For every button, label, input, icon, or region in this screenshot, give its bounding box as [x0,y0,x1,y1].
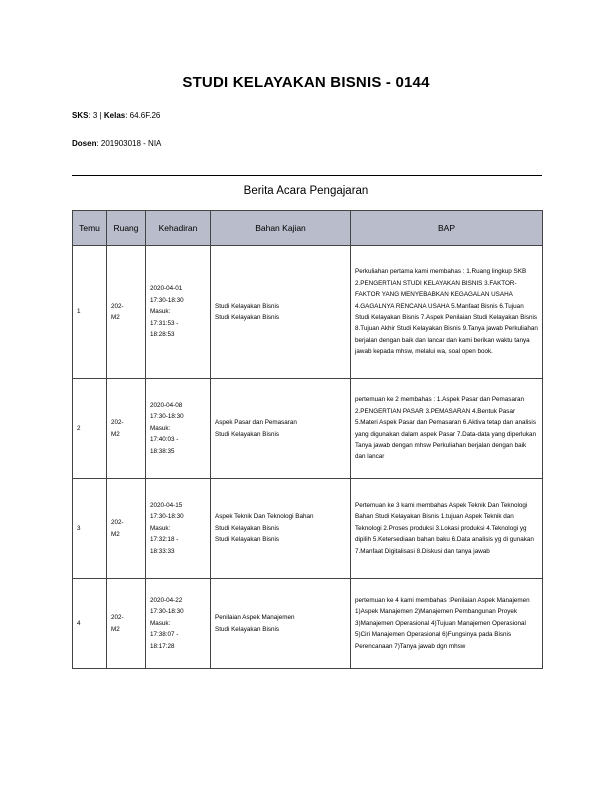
bahan-kajian-cell: Aspek Pasar dan Pemasaran Studi Kelayakan Bisnis [211,379,351,479]
table-title: Berita Acara Pengajaran [243,185,369,197]
bap-cell: pertemuan ke 2 membahas : 1.Aspek Pasar dan Pemasaran 2.PENGERTIAN PASAR 3.PEMASARAN 4.Bentuk Pasar 5.Materi Aspek Pasar dan Pemasaran 6.Aktiva tetap dan analisis yang digunakan dalam aspek Pasar 7.Data-data yang diperlukan Tanya jawab dengan mhsw Perkuliahan berjalan dengan baik dan lancar [351,379,543,479]
bap-cell: Pertemuan ke 3 kami membahas Aspek Teknik Dan Teknologi Bahan Studi Kelayakan Bisnis 1.tujuan Aspek Teknik dan Teknologi 2.Proses produksi 3.Lokasi produksi 4.Teknologi yg dipilih 5.Ketersediaan bahan baku 6.Data analisis yg di gunakan 7.Manfaat Digitalisasi 8.Diskusi dan tanya jawab [351,479,543,579]
ruang-cell: 202- M2 [107,579,146,669]
temu-cell: 3 [73,479,107,579]
document-title: STUDI KELAYAKAN BISNIS - 0144 [182,74,430,91]
header-bahan-kajian: Bahan Kajian [211,211,351,246]
teaching-report-table [72,210,543,669]
ruang-cell: 202- M2 [107,379,146,479]
header-temu: Temu [73,211,107,246]
bahan-kajian-cell: Studi Kelayakan Bisnis Studi Kelayakan Bisnis [211,246,351,379]
table-row [73,246,543,379]
kelas-value: : 64.6F.26 [125,111,161,120]
bap-cell: pertemuan ke 4 kami membahas :Penilaian Aspek Manajemen 1)Aspek Manajemen 2)Manajemen Pembangunan Proyek 3)Manajemen Operasional 4)Tujuan Manajemen Operasional 5)Ciri Manajemen Operasional 6)Fungsinya pada Bisnis Perencanaan 7)Tanya jawab dgn mhsw [351,579,543,669]
sks-value: : 3 | [88,111,104,120]
dosen-value: : 201903018 - NIA [96,139,162,148]
table-row [73,579,543,669]
ruang-cell: 202- M2 [107,479,146,579]
horizontal-divider [72,175,542,176]
kehadiran-cell: 2020-04-08 17:30-18:30 Masuk: 17:40:03 - 18:38:35 [146,379,211,479]
table-header-row [73,211,543,246]
header-kehadiran: Kehadiran [146,211,211,246]
table-row [73,479,543,579]
course-meta [72,111,160,120]
kehadiran-cell: 2020-04-01 17:30-18:30 Masuk: 17:31:53 - 18:28:53 [146,246,211,379]
header-bap: BAP [351,211,543,246]
header-ruang: Ruang [107,211,146,246]
temu-cell: 4 [73,579,107,669]
bahan-kajian-cell: Aspek Teknik Dan Teknologi Bahan Studi Kelayakan Bisnis Studi Kelayakan Bisnis [211,479,351,579]
temu-cell: 1 [73,246,107,379]
table-row [73,379,543,479]
kehadiran-cell: 2020-04-22 17:30-18:30 Masuk: 17:38:07 - 18:17:28 [146,579,211,669]
temu-cell: 2 [73,379,107,479]
dosen-label: Dosen [72,139,97,148]
bap-cell: Perkuliahan pertama kami membahas : 1.Ruang lingkup SKB 2.PENGERTIAN STUDI KELAYAKAN BISNIS 3.FAKTOR-FAKTOR YANG MENYEBABKAN KEGAGALAN USAHA 4.GAGALNYA RENCANA USAHA 5.Manfaat Bisnis 6.Tujuan Studi Kelayakan Bisnis 7.Aspek Penilaian Studi Kelayakan Bisnis 8.Tujuan Akhir Studi Kelayakan Bisnis 9.Tanya jawab Perkuliahan berjalan dengan baik dan lancar dan kami berikan waktu tanya jawab kepada mhsw, melalui wa, soal open book. [351,246,543,379]
kelas-label: Kelas [103,111,126,120]
bahan-kajian-cell: Penilaian Aspek Manajemen Studi Kelayakan Bisnis [211,579,351,669]
lecturer-meta [72,139,161,148]
kehadiran-cell: 2020-04-15 17:30-18:30 Masuk: 17:32:18 - 18:33:33 [146,479,211,579]
ruang-cell: 202- M2 [107,246,146,379]
sks-label: SKS [72,111,89,120]
